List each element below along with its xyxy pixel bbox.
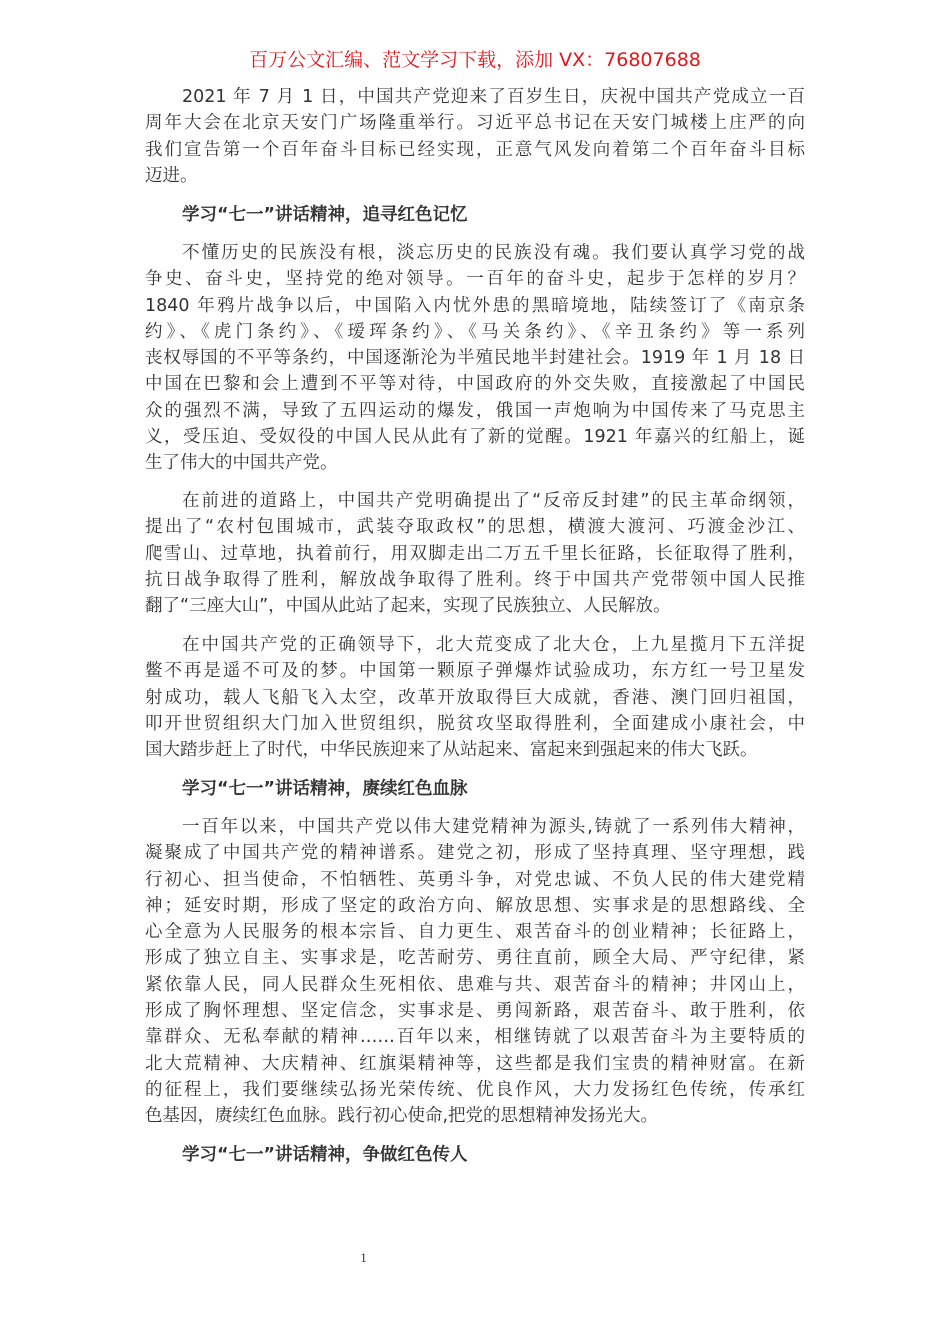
page-number: 1 bbox=[360, 1250, 367, 1265]
text-line: 一百年以来，中国共产党以伟大建党精神为源头,铸就了一系列伟大精神， bbox=[182, 817, 805, 837]
text-line: 色基因，赓续红色血脉。践行初心使命,把党的思想精神发扬光大。 bbox=[145, 1106, 659, 1127]
text-line: 众的强烈不满，导致了五四运动的爆发，俄国一声炮响为中国传来了马克思主 bbox=[145, 400, 805, 421]
text-line: 丧权辱国的不平等条约，中国逐渐沦为半殖民地半封建社会。1919 年 1 月 18 日 bbox=[145, 348, 805, 369]
text-line: 约》、《虎门条约》、《瑷珲条约》、《马关条约》、《辛丑条约》等一系列 bbox=[145, 321, 805, 342]
text-line: 提出了“农村包围城市，武装夺取政权”的思想，横渡大渡河、巧渡金沙江、 bbox=[145, 517, 805, 538]
text-line: 叩开世贸组织大门加入世贸组织，脱贫攻坚取得胜利，全面建成小康社会，中 bbox=[145, 713, 805, 734]
text-line: 北大荒精神、大庆精神、红旗渠精神等，这些都是我们宝贵的精神财富。在新 bbox=[145, 1053, 805, 1074]
paragraph-history bbox=[145, 240, 805, 477]
text-line: 的征程上，我们要继续弘扬光荣传统、优良作风，大力发扬红色传统，传承红 bbox=[145, 1079, 805, 1100]
text-line: 鳖不再是遥不可及的梦。中国第一颗原子弹爆炸试验成功，东方红一号卫星发 bbox=[145, 661, 805, 682]
text-line: 射成功，载人飞船飞入太空，改革开放取得巨大成就，香港、澳门回归祖国， bbox=[145, 687, 805, 708]
text-line: 义，受压迫、受奴役的中国人民从此有了新的觉醒。1921 年嘉兴的红船上，诞 bbox=[145, 427, 805, 448]
text-line: 心全意为人民服务的根本宗旨、自力更生、艰苦奋斗的创业精神；长征路上， bbox=[145, 922, 805, 943]
text-line: 国大踏步赶上了时代，中华民族迎来了从站起来、富起来到强起来的伟大飞跃。 bbox=[145, 740, 758, 761]
text-line: 在前进的道路上，中国共产党明确提出了“反帝反封建”的民主革命纲领， bbox=[182, 491, 805, 511]
section-heading-1: 学习“七一”讲话精神，追寻红色记忆 bbox=[182, 205, 468, 225]
paragraph-achievements bbox=[145, 632, 805, 763]
text-line: 2021 年 7 月 1 日，中国共产党迎来了百岁生日，庆祝中国共产党成立一百 bbox=[182, 87, 805, 107]
text-line: 我们宣告第一个百年奋斗目标已经实现，正意气风发向着第二个百年奋斗目标 bbox=[145, 139, 805, 160]
text-line: 生了伟大的中国共产党。 bbox=[145, 453, 338, 474]
text-line: 形成了胸怀理想、坚定信念，实事求是、勇闯新路，艰苦奋斗、敢于胜利，依 bbox=[145, 1001, 805, 1022]
text-line: 抗日战争取得了胜利，解放战争取得了胜利。终于中国共产党带领中国人民推 bbox=[145, 569, 805, 590]
section-heading-2: 学习“七一”讲话精神，赓续红色血脉 bbox=[182, 779, 468, 799]
text-line: 形成了独立自主、实事求是，吃苦耐劳、勇往直前，顾全大局、严守纪律，紧 bbox=[145, 948, 805, 969]
paragraph-revolution bbox=[145, 488, 805, 619]
text-line: 神；延安时期，形成了坚定的政治方向、解放思想、实事求是的思想路线、全 bbox=[145, 895, 805, 916]
text-line: 翻了“三座大山”，中国从此站了起来，实现了民族独立、人民解放。 bbox=[145, 596, 671, 617]
text-line: 爬雪山、过草地，执着前行，用双脚走出二万五千里长征路，长征取得了胜利， bbox=[145, 543, 805, 564]
watermark-header: 百万公文汇编、范文学习下载，添加 VX：76807688 bbox=[249, 49, 701, 71]
text-line: 紧依靠人民，同人民群众生死相依、患难与共、艰苦奋斗的精神；井冈山上， bbox=[145, 974, 805, 995]
text-line: 迈进。 bbox=[145, 165, 198, 186]
text-line: 不懂历史的民族没有根，淡忘历史的民族没有魂。我们要认真学习党的战 bbox=[182, 243, 805, 263]
text-line: 争史、奋斗史，坚持党的绝对领导。一百年的奋斗史，起步于怎样的岁月？ bbox=[145, 269, 805, 290]
text-line: 周年大会在北京天安门广场隆重举行。习近平总书记在天安门城楼上庄严的向 bbox=[145, 113, 805, 134]
paragraph-intro bbox=[145, 84, 805, 189]
text-line: 1840 年鸦片战争以后，中国陷入内忧外患的黑暗境地，陆续签订了《南京条 bbox=[145, 295, 805, 316]
text-line: 行初心、担当使命，不怕牺牲、英勇斗争，对党忠诚、不负人民的伟大建党精 bbox=[145, 869, 805, 890]
text-line: 中国在巴黎和会上遭到不平等对待，中国政府的外交失败，直接激起了中国民 bbox=[145, 374, 805, 395]
text-line: 靠群众、无私奉献的精神……百年以来，相继铸就了以艰苦奋斗为主要特质的 bbox=[145, 1027, 805, 1048]
text-line: 凝聚成了中国共产党的精神谱系。建党之初，形成了坚持真理、坚守理想，践 bbox=[145, 843, 805, 864]
paragraph-spirit bbox=[145, 814, 805, 1130]
section-heading-3: 学习“七一”讲话精神，争做红色传人 bbox=[182, 1145, 468, 1165]
text-line: 在中国共产党的正确领导下，北大荒变成了北大仓，上九星揽月下五洋捉 bbox=[182, 635, 805, 655]
